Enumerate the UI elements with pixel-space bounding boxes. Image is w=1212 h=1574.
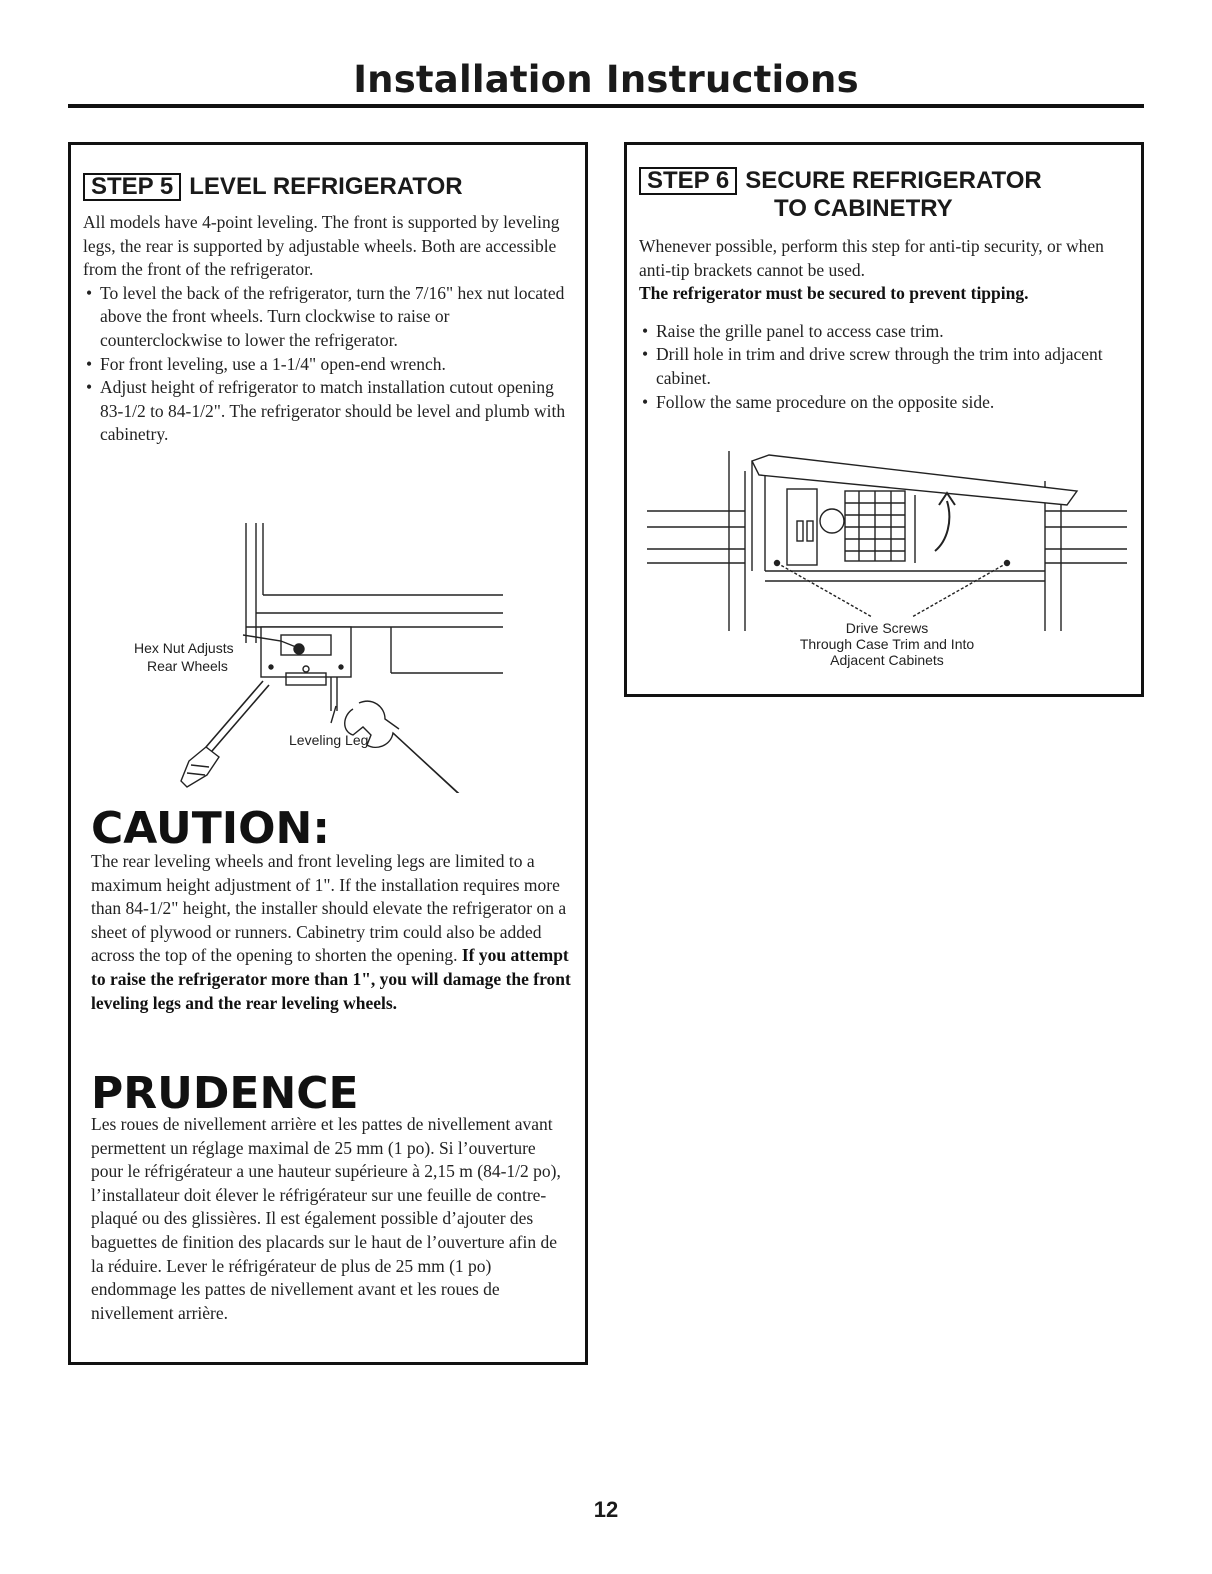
- screwdriver: [206, 681, 263, 747]
- step6-bullet: • Drill hole in trim and drive screw through the trim into adjacent cabinet.: [639, 343, 1131, 390]
- label-drive-screws-line2: Through Case Trim and Into: [799, 636, 975, 652]
- step6-bullet-list: [639, 320, 1131, 414]
- label-leveling-leg: Leveling Leg: [289, 732, 369, 748]
- step5-bullet: • For front leveling, use a 1-1/4" open-end wrench.: [83, 353, 575, 377]
- label-hex-nut-line2: Rear Wheels: [147, 658, 228, 674]
- prudence-heading: PRUDENCE: [91, 1068, 359, 1119]
- step5-panel: [68, 142, 588, 1365]
- prudence-body: [91, 1113, 561, 1325]
- step5-body: [83, 211, 575, 447]
- prudence-text: Les roues de nivellement arrière et les pattes de nivellement avant permettent un réglage maximal de 25 mm (1 po). Si l’ouverture pour le réfrigérateur a une hauteur supérieure à 2,15 m (84-1/2 po), l’installateur doit élever le réfrigérateur sur une feuille de contre-plaqué ou des glissières. Il est également possible d’ajouter des baguettes de finition des placards sur le haut de l’ouverture afin de la réduire. Lever le réfrigérateur de plus de 25 mm (1 po) endommage les pattes de nivellement avant et les roues de nivellement arrière.: [91, 1114, 561, 1323]
- leveling-figure: [131, 523, 531, 793]
- step5-bullet-list: [83, 282, 575, 447]
- step5-heading: [83, 173, 463, 201]
- lift-arrow: [935, 501, 949, 551]
- step5-title: LEVEL REFRIGERATOR: [189, 173, 463, 200]
- step6-tag: STEP 6: [639, 167, 737, 195]
- title-rule: [68, 104, 1144, 108]
- hex-nut: [294, 644, 304, 654]
- step6-heading: [639, 167, 1119, 222]
- page-number: 12: [593, 1497, 619, 1522]
- step6-bullet: • Follow the same procedure on the opposite side.: [639, 391, 1131, 415]
- drive-screw-left: [775, 561, 780, 566]
- step5-tag: STEP 5: [83, 173, 181, 201]
- step6-intro: Whenever possible, perform this step for anti-tip security, or when anti-tip brackets cannot be used.: [639, 236, 1104, 280]
- step6-bullet: • Raise the grille panel to access case trim.: [639, 320, 1131, 344]
- caution-warning: If you attempt to raise the refrigerator more than 1", you will damage the front leveling legs and the rear leveling wheels.: [91, 945, 571, 1013]
- caution-heading: CAUTION:: [91, 803, 330, 854]
- page-title: Installation Instructions: [353, 58, 859, 101]
- step6-body: [639, 235, 1131, 414]
- step6-title-line2: TO CABINETRY: [774, 195, 953, 222]
- drive-screw-right: [1005, 561, 1010, 566]
- step6-bold-note: The refrigerator must be secured to prevent tipping.: [639, 283, 1029, 304]
- step5-bullet: • To level the back of the refrigerator, turn the 7/16" hex nut located above the front wheels. Turn clockwise to raise or counterclockwise to lower the refrigerator.: [83, 282, 575, 353]
- label-drive-screws-line1: Drive Screws: [845, 620, 929, 636]
- caution-text: The rear leveling wheels and front leveling legs are limited to a maximum height adjustment of 1". If the installation requires more than 84-1/2" height, the installer should elevate the refrigerator on a sheet of plywood or runners. Cabinetry trim could also be added across the top of the opening to shorten the opening.: [91, 851, 567, 966]
- step5-intro: All models have 4-point leveling. The front is supported by leveling legs, the rear is supported by adjustable wheels. Both are accessible from the front of the refrigerator.: [83, 212, 560, 280]
- wrench: [345, 709, 475, 793]
- step6-title-line1: SECURE REFRIGERATOR: [745, 167, 1042, 194]
- cabinet-figure: [647, 451, 1127, 671]
- label-drive-screws-line3: Adjacent Cabinets: [830, 652, 944, 668]
- step5-bullet: • Adjust height of refrigerator to match installation cutout opening 83-1/2 to 84-1/2". The refrigerator should be level and plumb with cabinetry.: [83, 376, 575, 447]
- step6-panel: [624, 142, 1144, 697]
- caution-body: [91, 850, 571, 1015]
- label-hex-nut-line1: Hex Nut Adjusts: [134, 640, 234, 656]
